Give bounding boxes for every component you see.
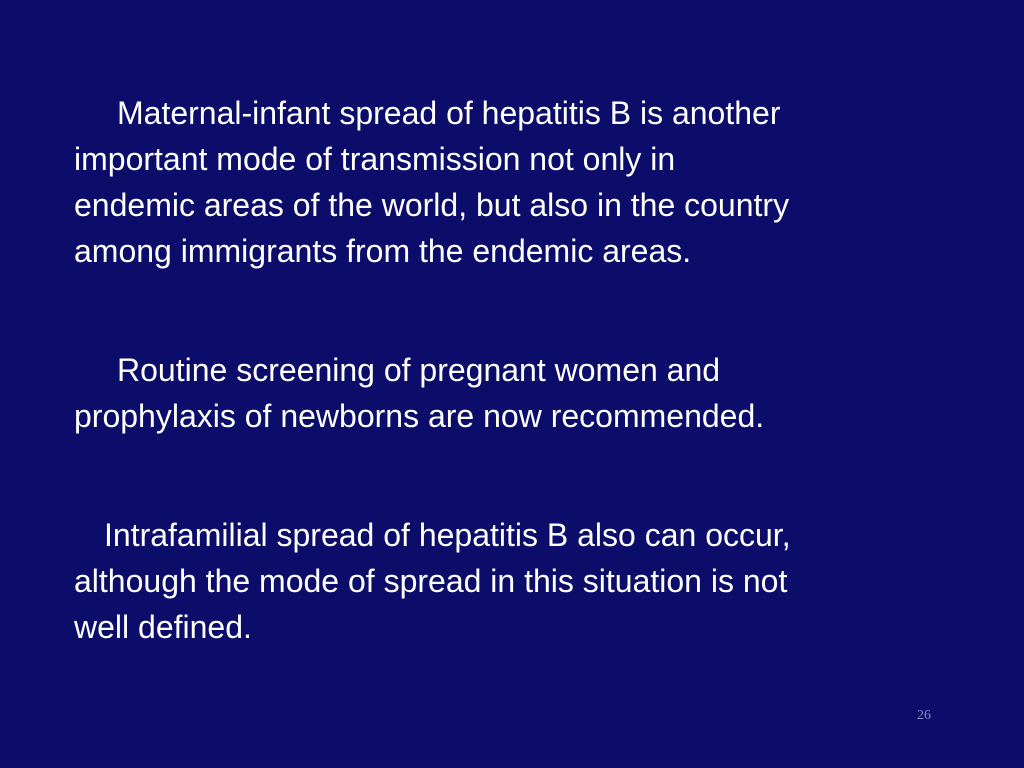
paragraph-line: among immigrants from the endemic areas. xyxy=(74,233,692,269)
paragraph-line: Intrafamilial spread of hepatitis B also can occur, xyxy=(104,517,791,553)
paragraph-routine-screening xyxy=(74,347,974,439)
paragraph-line: although the mode of spread in this situation is not xyxy=(74,563,788,599)
paragraph-line: important mode of transmission not only in xyxy=(74,141,676,177)
paragraph-line: prophylaxis of newborns are now recommended. xyxy=(74,398,765,434)
paragraph-line: endemic areas of the world, but also in the country xyxy=(74,187,790,223)
paragraph-line: well defined. xyxy=(74,609,252,645)
paragraph-line: Routine screening of pregnant women and xyxy=(117,352,721,388)
paragraph-maternal-infant-spread xyxy=(74,90,974,274)
paragraph-intrafamilial-spread xyxy=(74,512,974,650)
paragraph-line: Maternal-infant spread of hepatitis B is another xyxy=(117,95,781,131)
page-number: 26 xyxy=(917,708,931,723)
